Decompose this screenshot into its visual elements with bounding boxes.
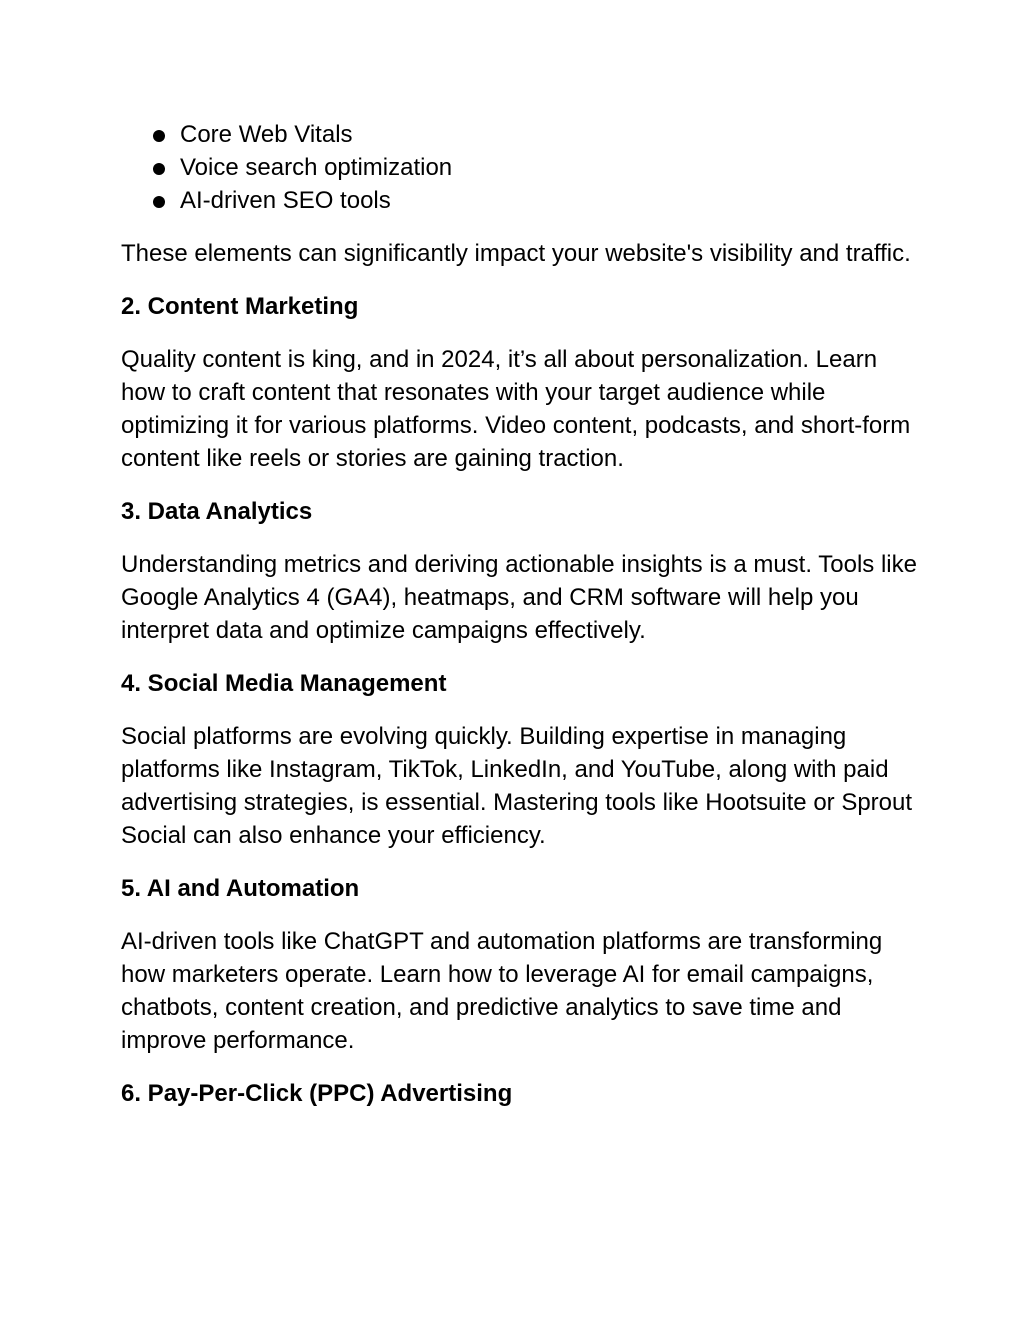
section-body-content-marketing: Quality content is king, and in 2024, it’s all about personalization. Learn how to craft content that resonates with your target audience while optimizing it for various platforms. Video content, podcasts, and short-form content like reels or stories are gaining traction. [121,346,911,472]
section-heading-data-analytics: 3. Data Analytics [121,498,313,525]
list-item-text: Voice search optimization [180,154,453,181]
list-item-text: AI-driven SEO tools [180,187,391,214]
list-item [121,184,921,217]
section-heading-ai-automation: 5. AI and Automation [121,875,360,902]
intro-paragraph: These elements can significantly impact your website's visibility and traffic. [121,240,911,267]
document-content [121,118,921,1110]
section-heading-social-media: 4. Social Media Management [121,670,447,697]
bullet-icon [153,196,165,208]
list-item [121,118,921,151]
section-body-ai-automation: AI-driven tools like ChatGPT and automation platforms are transforming how marketers operate. Learn how to leverage AI for email campaigns, chatbots, content creation, and predictive analytics to save time and improve performance. [121,928,883,1054]
bullet-icon [153,163,165,175]
bullet-icon [153,130,165,142]
section-body-data-analytics: Understanding metrics and deriving actionable insights is a must. Tools like Google Analytics 4 (GA4), heatmaps, and CRM software will help you interpret data and optimize campaigns effectively. [121,551,917,644]
section-body-social-media: Social platforms are evolving quickly. Building expertise in managing platforms like Instagram, TikTok, LinkedIn, and YouTube, along with paid advertising strategies, is essential. Mastering tools like Hootsuite or Sprout Social can also enhance your efficiency. [121,723,913,849]
section-heading-ppc: 6. Pay-Per-Click (PPC) Advertising [121,1080,513,1107]
list-item [121,151,921,184]
section-heading-content-marketing: 2. Content Marketing [121,293,359,320]
list-item-text: Core Web Vitals [180,121,353,148]
bullet-list [121,118,921,217]
